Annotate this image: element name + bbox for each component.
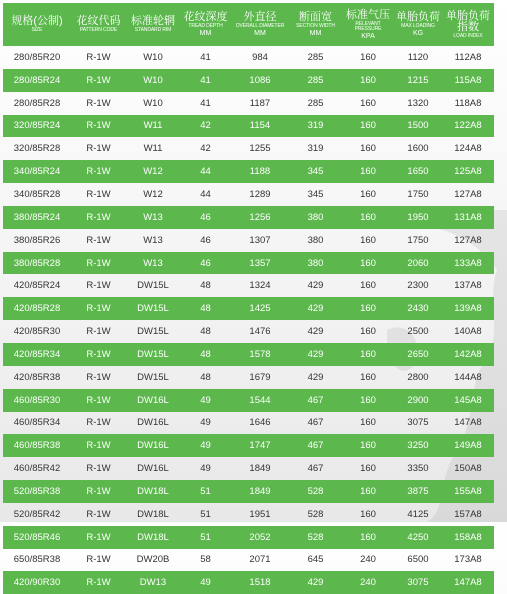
- cell-load-index: 118A8: [454, 97, 482, 109]
- cell-load-index: 158A8: [442, 526, 494, 549]
- header-label-cn: 断面宽: [299, 11, 332, 23]
- cell-section-width: 345: [289, 160, 342, 183]
- table-row: [3, 92, 494, 115]
- cell-max-loading: 4125: [407, 508, 429, 520]
- cell-section-width: 528: [289, 526, 342, 549]
- cell-overall-diameter: 1476: [249, 326, 271, 338]
- cell-size: 420/85R28: [3, 297, 71, 320]
- cell-load-index: 147A8: [454, 417, 482, 429]
- table-row: [3, 229, 494, 252]
- cell-load-index: 133A8: [442, 252, 494, 275]
- cell-section-width: 285: [289, 69, 342, 92]
- cell-tread-depth: 46: [200, 234, 211, 246]
- cell-standard-rim: W10: [143, 51, 163, 63]
- cell-size: 320/85R28: [13, 143, 61, 155]
- cell-overall-diameter: 984: [252, 51, 268, 63]
- cell-size: 420/85R38: [13, 371, 61, 383]
- header-label-cn: 外直径: [243, 11, 277, 23]
- cell-tread-depth: 41: [180, 69, 231, 92]
- table-row: [3, 434, 494, 457]
- cell-relevant-pressure: 240: [360, 554, 376, 566]
- cell-tread-depth: 48: [200, 326, 211, 338]
- cell-section-width: 467: [289, 434, 342, 457]
- cell-tread-depth: 41: [200, 51, 211, 63]
- header-relevant-pressure: [342, 3, 394, 46]
- cell-size: 380/85R24: [3, 206, 71, 229]
- cell-load-index: 127A8: [454, 188, 482, 200]
- cell-section-width: 429: [307, 371, 324, 383]
- cell-load-index: 145A8: [442, 389, 494, 412]
- header-pattern-code: [71, 3, 126, 46]
- cell-relevant-pressure: 160: [360, 417, 376, 429]
- cell-standard-rim: DW18L: [126, 480, 180, 503]
- header-label-en: TREAD DEPTH: [188, 23, 223, 29]
- cell-max-loading: 1950: [394, 206, 442, 229]
- cell-size: 420/85R34: [3, 343, 71, 366]
- cell-relevant-pressure: 160: [360, 508, 376, 520]
- header-max-loading: [394, 3, 442, 46]
- table-body: [3, 46, 494, 594]
- cell-size: 280/85R20: [13, 51, 61, 63]
- cell-tread-depth: 49: [200, 463, 211, 475]
- cell-pattern-code: R-1W: [71, 389, 126, 412]
- cell-section-width: 285: [307, 97, 324, 109]
- cell-overall-diameter: 1646: [249, 417, 271, 429]
- cell-tread-depth: 41: [200, 97, 211, 109]
- cell-relevant-pressure: 160: [342, 343, 394, 366]
- cell-standard-rim: DW15L: [137, 280, 169, 292]
- header-unit: MM: [199, 30, 212, 37]
- header-tread-depth: [180, 3, 231, 46]
- table-row: [3, 46, 494, 69]
- header-label-cn: 单胎负荷指数: [446, 9, 490, 33]
- cell-overall-diameter: 1357: [231, 252, 289, 275]
- cell-relevant-pressure: 160: [342, 69, 394, 92]
- header-label-cn: 花纹代码: [76, 15, 121, 27]
- cell-relevant-pressure: 160: [342, 389, 394, 412]
- cell-standard-rim: DW13: [126, 571, 180, 594]
- cell-relevant-pressure: 160: [360, 280, 376, 292]
- table-row: [3, 343, 494, 366]
- table-row: [3, 503, 494, 526]
- cell-max-loading: 1215: [394, 69, 442, 92]
- header-label-en: LOAD INDEX: [453, 32, 483, 39]
- header-size: [3, 3, 71, 46]
- cell-pattern-code: R-1W: [71, 252, 126, 275]
- cell-pattern-code: R-1W: [86, 188, 111, 200]
- cell-overall-diameter: 1086: [231, 69, 289, 92]
- cell-section-width: 319: [289, 115, 342, 138]
- cell-size: 460/85R42: [13, 463, 61, 475]
- header-unit: MM: [254, 30, 266, 37]
- cell-size: 380/85R28: [3, 252, 71, 275]
- cell-size: 420/85R30: [13, 326, 61, 338]
- cell-load-index: 147A8: [442, 571, 494, 594]
- cell-pattern-code: R-1W: [86, 463, 111, 475]
- cell-relevant-pressure: 160: [360, 463, 376, 475]
- cell-section-width: 380: [289, 206, 342, 229]
- cell-load-index: 140A8: [454, 326, 482, 338]
- cell-max-loading: 2430: [394, 297, 442, 320]
- header-load-index: [442, 3, 494, 46]
- cell-load-index: 124A8: [454, 143, 482, 155]
- cell-size: 380/85R26: [13, 234, 61, 246]
- header-label-en: RELEVANT PRESSURE: [354, 20, 382, 32]
- cell-section-width: 528: [289, 480, 342, 503]
- cell-pattern-code: R-1W: [71, 526, 126, 549]
- cell-pattern-code: R-1W: [71, 480, 126, 503]
- cell-tread-depth: 48: [200, 371, 211, 383]
- cell-max-loading: 1120: [407, 51, 429, 63]
- cell-section-width: 467: [307, 417, 324, 429]
- cell-standard-rim: DW16L: [126, 389, 180, 412]
- cell-load-index: 131A8: [442, 206, 494, 229]
- header-unit: KG: [412, 30, 424, 37]
- cell-size: 460/85R38: [3, 434, 71, 457]
- cell-standard-rim: DW16L: [137, 463, 169, 475]
- cell-tread-depth: 49: [180, 434, 231, 457]
- cell-tread-depth: 48: [180, 343, 231, 366]
- cell-max-loading: 2900: [394, 389, 442, 412]
- header-section-width: [289, 3, 342, 46]
- cell-section-width: 380: [307, 234, 324, 246]
- cell-load-index: 149A8: [442, 434, 494, 457]
- cell-max-loading: 2300: [407, 280, 429, 292]
- cell-overall-diameter: 1154: [231, 115, 289, 138]
- cell-relevant-pressure: 160: [342, 297, 394, 320]
- cell-overall-diameter: 1256: [231, 206, 289, 229]
- cell-standard-rim: W12: [126, 160, 180, 183]
- table-header: [3, 3, 494, 46]
- cell-relevant-pressure: 160: [360, 188, 376, 200]
- cell-max-loading: 1600: [407, 143, 429, 155]
- cell-tread-depth: 58: [200, 554, 211, 566]
- cell-overall-diameter: 2052: [231, 526, 289, 549]
- cell-tread-depth: 49: [180, 389, 231, 412]
- cell-overall-diameter: 1188: [231, 160, 289, 183]
- cell-standard-rim: DW20B: [136, 554, 170, 566]
- cell-tread-depth: 44: [180, 160, 231, 183]
- header-label-en: PATTERN CODE: [79, 27, 118, 33]
- cell-section-width: 319: [307, 143, 324, 155]
- header-label-en: SIZE: [31, 27, 43, 33]
- cell-pattern-code: R-1W: [86, 234, 111, 246]
- header-label-cn: 规格(公制): [11, 15, 63, 27]
- cell-size: 340/85R28: [13, 188, 61, 200]
- cell-size: 460/85R30: [3, 389, 71, 412]
- cell-pattern-code: R-1W: [71, 297, 126, 320]
- cell-size: 280/85R28: [13, 97, 61, 109]
- cell-pattern-code: R-1W: [71, 571, 126, 594]
- cell-section-width: 429: [307, 280, 324, 292]
- cell-pattern-code: R-1W: [86, 508, 111, 520]
- cell-max-loading: 1750: [407, 188, 429, 200]
- cell-standard-rim: W11: [126, 115, 180, 138]
- table-row: [3, 571, 494, 594]
- cell-pattern-code: R-1W: [86, 97, 111, 109]
- cell-overall-diameter: 1951: [249, 508, 271, 520]
- cell-load-index: 144A8: [454, 371, 482, 383]
- cell-size: 420/90R30: [3, 571, 71, 594]
- cell-pattern-code: R-1W: [86, 143, 111, 155]
- cell-size: 320/85R24: [3, 115, 71, 138]
- cell-section-width: 467: [307, 463, 324, 475]
- header-label-en: OVERALL DIAMETER: [235, 23, 285, 29]
- cell-tread-depth: 51: [200, 508, 211, 520]
- cell-section-width: 429: [289, 571, 342, 594]
- cell-pattern-code: R-1W: [86, 326, 111, 338]
- cell-standard-rim: DW15L: [137, 326, 169, 338]
- cell-section-width: 467: [289, 389, 342, 412]
- header-unit: KPA: [361, 32, 375, 40]
- cell-max-loading: 2060: [394, 252, 442, 275]
- cell-relevant-pressure: 160: [342, 206, 394, 229]
- cell-standard-rim: DW15L: [126, 297, 180, 320]
- cell-max-loading: 1650: [394, 160, 442, 183]
- cell-overall-diameter: 1747: [231, 434, 289, 457]
- cell-overall-diameter: 1849: [249, 463, 271, 475]
- cell-overall-diameter: 2071: [249, 554, 271, 566]
- cell-standard-rim: DW15L: [126, 343, 180, 366]
- cell-overall-diameter: 1307: [249, 234, 271, 246]
- cell-size: 520/85R38: [3, 480, 71, 503]
- header-label-en: STANDARD RIM: [134, 27, 172, 33]
- cell-standard-rim: W13: [143, 234, 163, 246]
- cell-pattern-code: R-1W: [86, 554, 111, 566]
- cell-size: 520/85R46: [3, 526, 71, 549]
- header-label-cn: 标准轮辋: [131, 15, 175, 27]
- cell-standard-rim: DW18L: [137, 508, 169, 520]
- cell-pattern-code: R-1W: [71, 343, 126, 366]
- cell-load-index: 150A8: [454, 463, 482, 475]
- table-row: [3, 160, 494, 183]
- cell-pattern-code: R-1W: [71, 434, 126, 457]
- cell-relevant-pressure: 160: [342, 115, 394, 138]
- cell-max-loading: 2650: [394, 343, 442, 366]
- cell-load-index: 125A8: [442, 160, 494, 183]
- cell-max-loading: 6500: [407, 554, 429, 566]
- cell-size: 460/85R34: [13, 417, 61, 429]
- table-row: [3, 274, 494, 297]
- cell-max-loading: 2500: [407, 326, 429, 338]
- cell-load-index: 137A8: [454, 280, 482, 292]
- cell-overall-diameter: 1255: [249, 143, 271, 155]
- header-label-cn: 单胎负荷: [396, 11, 440, 23]
- cell-max-loading: 4250: [394, 526, 442, 549]
- cell-standard-rim: W10: [143, 97, 163, 109]
- table-row: [3, 549, 494, 572]
- cell-relevant-pressure: 160: [342, 526, 394, 549]
- cell-tread-depth: 44: [200, 188, 211, 200]
- cell-load-index: 155A8: [442, 480, 494, 503]
- cell-pattern-code: R-1W: [86, 417, 111, 429]
- cell-section-width: 429: [289, 297, 342, 320]
- cell-relevant-pressure: 160: [360, 234, 376, 246]
- cell-pattern-code: R-1W: [86, 371, 111, 383]
- cell-load-index: 112A8: [454, 51, 482, 63]
- cell-relevant-pressure: 160: [342, 434, 394, 457]
- cell-standard-rim: W12: [143, 188, 163, 200]
- cell-overall-diameter: 1518: [231, 571, 289, 594]
- tire-spec-table: [3, 3, 494, 594]
- cell-max-loading: 3875: [394, 480, 442, 503]
- cell-tread-depth: 48: [200, 280, 211, 292]
- table-row: [3, 69, 494, 92]
- cell-relevant-pressure: 160: [342, 252, 394, 275]
- table-row: [3, 137, 494, 160]
- cell-section-width: 645: [307, 554, 324, 566]
- cell-section-width: 429: [289, 343, 342, 366]
- cell-section-width: 429: [307, 326, 324, 338]
- cell-tread-depth: 49: [180, 571, 231, 594]
- cell-pattern-code: R-1W: [86, 280, 111, 292]
- cell-tread-depth: 48: [180, 297, 231, 320]
- cell-pattern-code: R-1W: [86, 51, 111, 63]
- cell-standard-rim: DW18L: [126, 526, 180, 549]
- cell-load-index: 142A8: [442, 343, 494, 366]
- cell-standard-rim: W10: [126, 69, 180, 92]
- table-row: [3, 412, 494, 435]
- table-row: [3, 252, 494, 275]
- cell-section-width: 285: [307, 51, 324, 63]
- cell-max-loading: 3075: [407, 417, 429, 429]
- cell-relevant-pressure: 160: [360, 97, 376, 109]
- header-label-cn: 花纹深度: [183, 11, 228, 23]
- cell-overall-diameter: 1289: [249, 188, 271, 200]
- cell-pattern-code: R-1W: [71, 115, 126, 138]
- header-label-en: MAX LOADING: [401, 23, 435, 29]
- cell-load-index: 157A8: [454, 508, 482, 520]
- cell-relevant-pressure: 160: [360, 371, 376, 383]
- cell-size: 520/85R42: [13, 508, 61, 520]
- cell-standard-rim: DW15L: [137, 371, 169, 383]
- cell-relevant-pressure: 160: [360, 143, 376, 155]
- cell-tread-depth: 46: [180, 206, 231, 229]
- cell-overall-diameter: 1187: [249, 97, 271, 109]
- cell-tread-depth: 51: [180, 480, 231, 503]
- cell-standard-rim: DW16L: [137, 417, 169, 429]
- cell-section-width: 345: [307, 188, 324, 200]
- cell-tread-depth: 42: [200, 143, 211, 155]
- cell-max-loading: 2800: [407, 371, 429, 383]
- cell-standard-rim: DW16L: [126, 434, 180, 457]
- cell-relevant-pressure: 160: [342, 480, 394, 503]
- cell-size: 420/85R24: [13, 280, 61, 292]
- cell-relevant-pressure: 240: [342, 571, 394, 594]
- cell-relevant-pressure: 160: [360, 51, 376, 63]
- cell-pattern-code: R-1W: [71, 160, 126, 183]
- cell-overall-diameter: 1578: [231, 343, 289, 366]
- cell-pattern-code: R-1W: [71, 206, 126, 229]
- table-row: [3, 389, 494, 412]
- cell-tread-depth: 46: [180, 252, 231, 275]
- table-row: [3, 320, 494, 343]
- header-label-cn: 标准气压: [346, 8, 390, 21]
- cell-max-loading: 3075: [394, 571, 442, 594]
- cell-standard-rim: W11: [143, 143, 163, 155]
- cell-overall-diameter: 1849: [231, 480, 289, 503]
- header-label-en: SECTION WIDTH: [296, 23, 335, 29]
- table-row: [3, 457, 494, 480]
- header-unit: MM: [309, 30, 322, 37]
- cell-max-loading: 1750: [407, 234, 429, 246]
- cell-max-loading: 1320: [407, 97, 429, 109]
- cell-standard-rim: W13: [126, 252, 180, 275]
- cell-load-index: 127A8: [454, 234, 482, 246]
- cell-overall-diameter: 1544: [231, 389, 289, 412]
- table-row: [3, 366, 494, 389]
- cell-load-index: 173A8: [454, 554, 482, 566]
- cell-relevant-pressure: 160: [360, 326, 376, 338]
- cell-max-loading: 1500: [394, 115, 442, 138]
- cell-max-loading: 3250: [394, 434, 442, 457]
- cell-max-loading: 3350: [407, 463, 429, 475]
- cell-tread-depth: 51: [180, 526, 231, 549]
- header-standard-rim: [126, 3, 180, 46]
- cell-load-index: 122A8: [442, 115, 494, 138]
- cell-size: 280/85R24: [3, 69, 71, 92]
- cell-overall-diameter: 1324: [249, 280, 271, 292]
- cell-overall-diameter: 1425: [231, 297, 289, 320]
- header-overall-diameter: [231, 3, 289, 46]
- cell-standard-rim: W13: [126, 206, 180, 229]
- cell-size: 340/85R24: [3, 160, 71, 183]
- cell-tread-depth: 42: [180, 115, 231, 138]
- cell-section-width: 380: [289, 252, 342, 275]
- cell-load-index: 139A8: [442, 297, 494, 320]
- cell-load-index: 115A8: [442, 69, 494, 92]
- table-row: [3, 526, 494, 549]
- cell-pattern-code: R-1W: [71, 69, 126, 92]
- table-row: [3, 206, 494, 229]
- table-row: [3, 183, 494, 206]
- table-row: [3, 480, 494, 503]
- cell-tread-depth: 49: [200, 417, 211, 429]
- cell-section-width: 528: [307, 508, 324, 520]
- cell-relevant-pressure: 160: [342, 160, 394, 183]
- table-row: [3, 115, 494, 138]
- table-row: [3, 297, 494, 320]
- cell-overall-diameter: 1679: [249, 371, 271, 383]
- cell-size: 650/85R38: [13, 554, 61, 566]
